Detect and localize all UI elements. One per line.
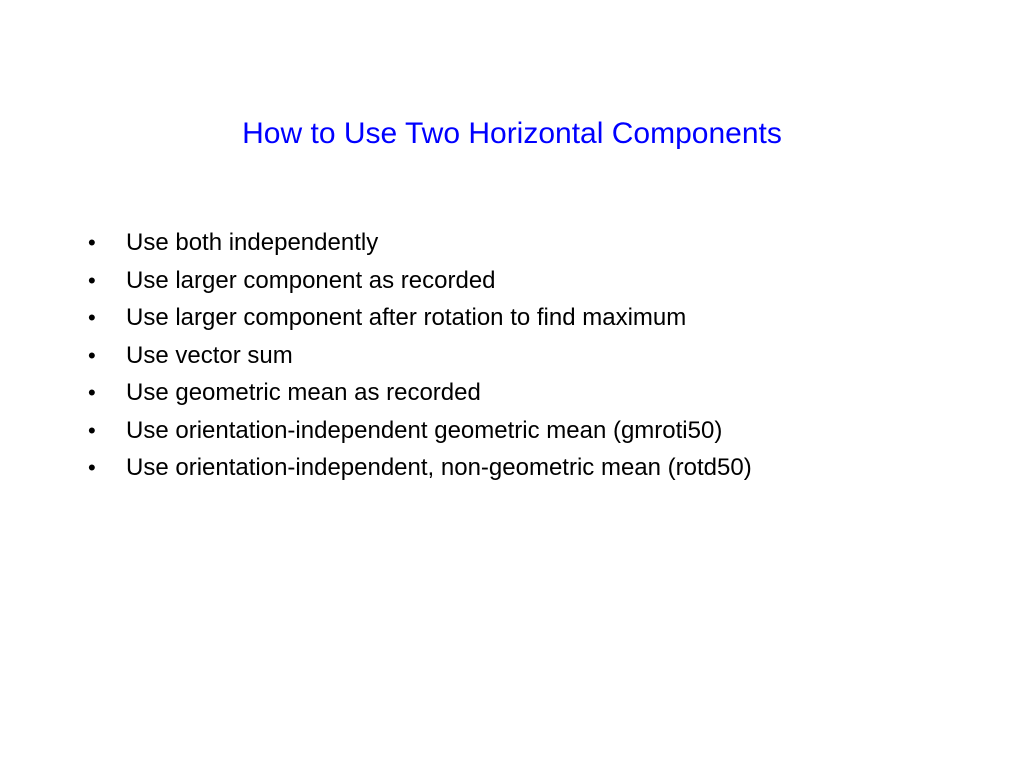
bullet-icon: • [88,230,96,255]
bullet-icon: • [88,455,96,480]
slide-title: How to Use Two Horizontal Components [242,117,782,150]
bullet-text: Use vector sum [126,341,293,369]
list-item [88,412,752,450]
bullet-text: Use orientation-independent, non-geometric mean (rotd50) [126,454,752,481]
list-item [88,449,752,487]
list-item [88,337,752,375]
bullet-text: Use geometric mean as recorded [126,379,481,406]
bullet-text: Use larger component as recorded [126,266,496,294]
list-item [88,262,752,300]
bullet-icon: • [88,342,96,368]
bullet-icon: • [88,417,96,443]
bullet-list [88,224,752,487]
bullet-icon: • [88,267,96,293]
bullet-icon: • [88,305,96,330]
list-item [88,224,752,262]
list-item [88,374,752,412]
list-item [88,299,752,337]
bullet-text: Use larger component after rotation to find maximum [126,304,687,331]
bullet-icon: • [88,380,96,405]
bullet-text: Use orientation-independent geometric mean (gmroti50) [126,416,723,444]
bullet-text: Use both independently [126,229,379,256]
